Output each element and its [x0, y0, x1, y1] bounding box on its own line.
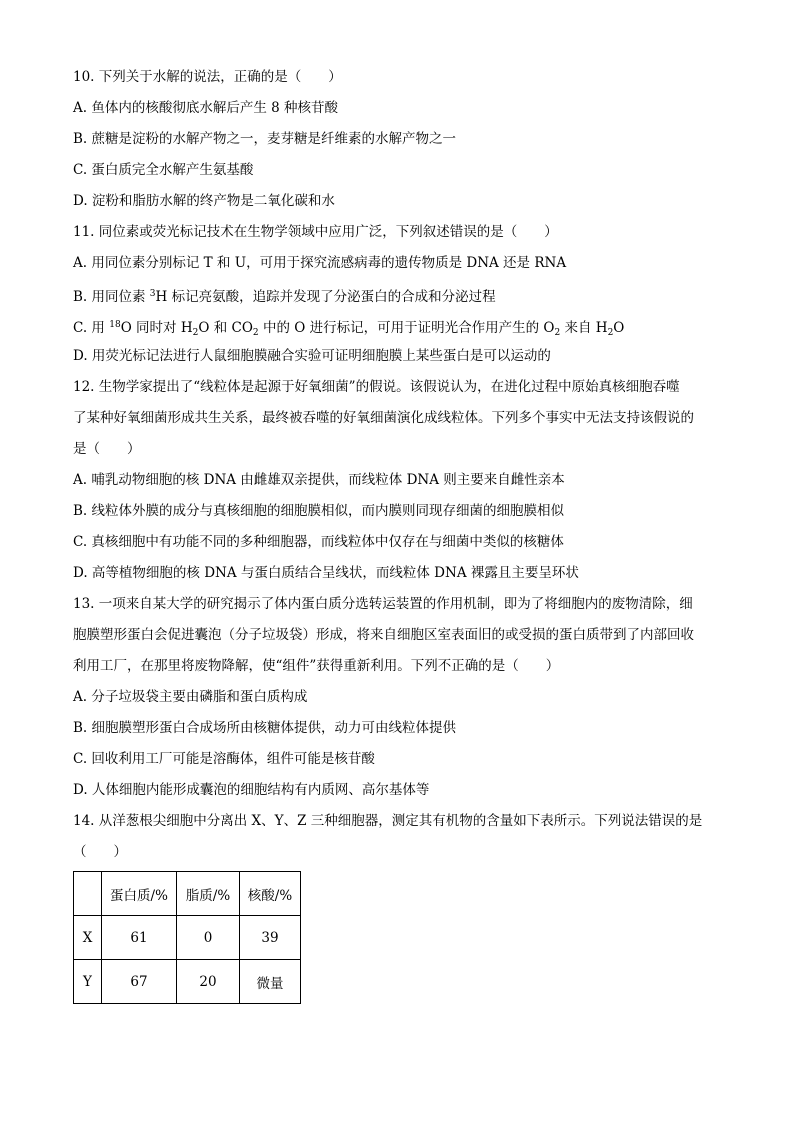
subscript: 2 — [252, 328, 259, 338]
table-cell: 61 — [102, 916, 177, 960]
question-13-stem-line-1: 13. 一项来自某大学的研究揭示了体内蛋白质分选转运装置的作用机制，即为了将细胞内的废物清除，细 — [73, 596, 693, 612]
question-12-option-a: A. 哺乳动物细胞的核 DNA 由雌雄双亲提供，而线粒体 DNA 则主要来自雌性亲本 — [73, 472, 565, 488]
option-c-text-1: C. 用 — [73, 320, 110, 336]
question-11-option-d: D. 用荧光标记法进行人鼠细胞膜融合实验可证明细胞膜上某些蛋白是可以运动的 — [73, 348, 551, 364]
option-c-text-2: O 同时对 H — [120, 320, 193, 336]
question-14-stem-line-1: 14. 从洋葱根尖细胞中分离出 X、Y、Z 三种细胞器，测定其有机物的含量如下表所示。下列说法错误的是 — [73, 813, 703, 829]
question-11-option-b — [73, 279, 733, 310]
question-12-option-b: B. 线粒体外膜的成分与真核细胞的细胞膜相似，而内膜则同现存细菌的细胞膜相似 — [73, 503, 565, 519]
table-header-cell: 蛋白质/% — [102, 872, 177, 916]
subscript: 2 — [192, 328, 199, 338]
table-cell: 67 — [102, 960, 177, 1004]
question-13-option-d: D. 人体细胞内能形成囊泡的细胞结构有内质网、高尔基体等 — [73, 782, 430, 798]
table-cell: 39 — [240, 916, 301, 960]
question-10-option-b: B. 蔗糖是淀粉的水解产物之一，麦芽糖是纤维素的水解产物之一 — [73, 131, 457, 147]
question-10-option-d: D. 淀粉和脂肪水解的终产物是二氧化碳和水 — [73, 193, 335, 209]
option-b-text-2: H 标记亮氨酸，追踪并发现了分泌蛋白的合成和分泌过程 — [155, 289, 496, 305]
question-13-option-a: A. 分子垃圾袋主要由磷脂和蛋白质构成 — [73, 689, 308, 705]
question-11-stem: 11. 同位素或荧光标记技术在生物学领域中应用广泛，下列叙述错误的是（ ） — [73, 224, 558, 240]
table-header-cell: 脂质/% — [177, 872, 240, 916]
question-12-option-d: D. 高等植物细胞的核 DNA 与蛋白质结合呈线状，而线粒体 DNA 裸露且主要呈环状 — [73, 565, 579, 581]
question-10-option-c: C. 蛋白质完全水解产生氨基酸 — [73, 162, 254, 178]
table-cell: 0 — [177, 916, 240, 960]
question-13-stem-line-3: 利用工厂，在那里将废物降解，使“组件”获得重新利用。下列不正确的是（ ） — [73, 658, 560, 674]
question-13-stem-line-2: 胞膜塑形蛋白会促进囊泡（分子垃圾袋）形成，将来自细胞区室表面旧的或受损的蛋白质带到了内部回收 — [73, 627, 694, 643]
option-c-text-4: 中的 O 进行标记，可用于证明光合作用产生的 O — [258, 320, 555, 336]
question-11-option-a: A. 用同位素分别标记 T 和 U，可用于探究流感病毒的遗传物质是 DNA 还是 RNA — [73, 255, 567, 271]
question-11-option-c — [73, 310, 733, 341]
table-header-row — [74, 872, 301, 916]
question-10-option-a: A. 鱼体内的核酸彻底水解后产生 8 种核苷酸 — [73, 100, 339, 116]
option-b-text-1: B. 用同位素 — [73, 289, 150, 305]
table-row — [74, 916, 301, 960]
question-12-stem-line-1: 12. 生物学家提出了“线粒体是起源于好氧细菌”的假说。该假说认为，在进化过程中原始真核细胞吞噬 — [73, 379, 680, 395]
question-page — [73, 62, 733, 868]
table-cell: X — [74, 916, 102, 960]
isotope-superscript: 3 — [149, 289, 156, 299]
question-13-option-b: B. 细胞膜塑形蛋白合成场所由核糖体提供，动力可由线粒体提供 — [73, 720, 457, 736]
question-14-stem-line-2: （ ） — [73, 844, 127, 860]
subscript: 2 — [607, 328, 614, 338]
organelle-composition-table — [73, 871, 301, 1004]
question-12-stem-line-3: 是（ ） — [73, 441, 141, 457]
table-row — [74, 960, 301, 1004]
question-10-stem: 10. 下列关于水解的说法，正确的是（ ） — [73, 69, 342, 85]
option-c-text-5: 来自 H — [560, 320, 608, 336]
table-header-cell: 核酸/% — [240, 872, 301, 916]
table-cell: 20 — [177, 960, 240, 1004]
question-12-option-c: C. 真核细胞中有功能不同的多种细胞器，而线粒体中仅存在与细菌中类似的核糖体 — [73, 534, 564, 550]
table-header-cell — [74, 872, 102, 916]
table-cell: 微量 — [240, 960, 301, 1004]
question-13-option-c: C. 回收利用工厂可能是溶酶体，组件可能是核苷酸 — [73, 751, 375, 767]
question-12-stem-line-2: 了某种好氧细菌形成共生关系，最终被吞噬的好氧细菌演化成线粒体。下列多个事实中无法支持该假说的 — [73, 410, 694, 426]
option-c-text-3: O 和 CO — [198, 320, 253, 336]
isotope-superscript: 18 — [109, 320, 121, 330]
subscript: 2 — [554, 328, 561, 338]
option-c-text-6: O — [613, 320, 625, 336]
table-cell: Y — [74, 960, 102, 1004]
